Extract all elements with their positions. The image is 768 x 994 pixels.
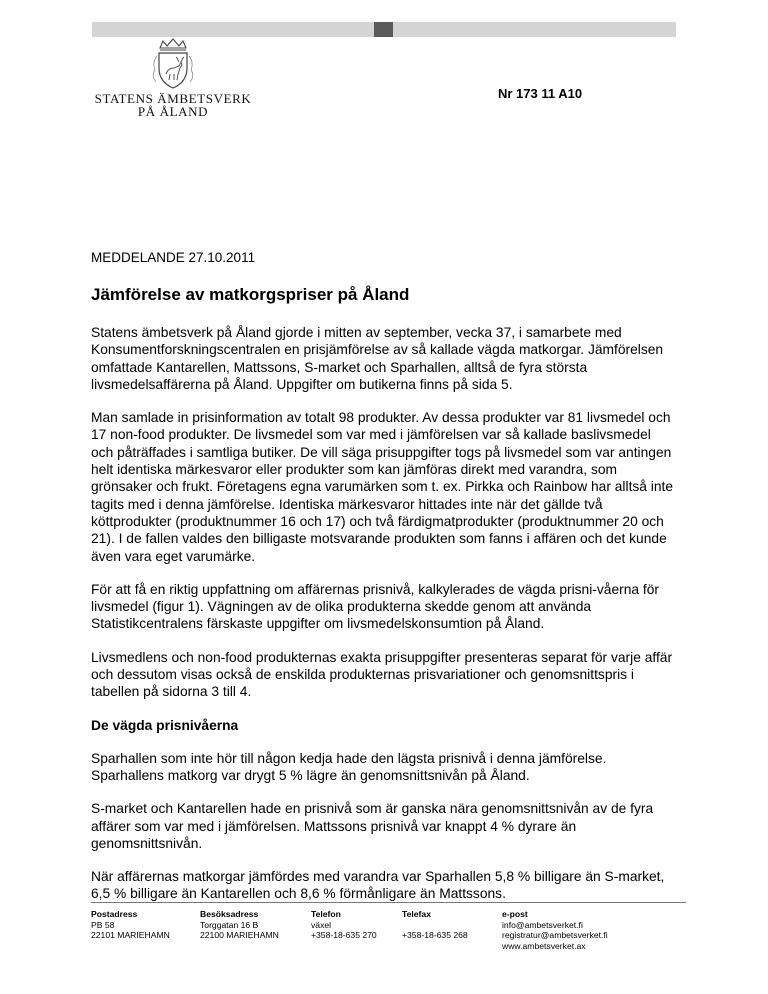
footer-heading: Postadress [91, 909, 138, 919]
footer-line: 22101 MARIEHAMN [91, 930, 170, 941]
footer-heading: Telefon [311, 909, 341, 919]
footer-line: +358-18-635 270 [311, 930, 377, 941]
document-body [91, 250, 676, 919]
paragraph: Man samlade in prisinformation av totalt 98 produkter. Av dessa produkter var 81 livsmedel och 17 non-food produkter. De livsmedel som var med i jämförelsen var så kallade baslivsmedel och påträffades i samtliga butiker. De vill säga prisuppgifter togs på livsmedel som var antingen helt identiska märkesvaror eller produkter som kan jämföras direkt med varandra, som grönsaker och frukt. Företagens egna varumärken som t. ex. Pirkka och Rainbow har alltså inte tagits med i denna jämförelse. Identiska märkesvaror hittades inte när det gällde två köttprodukter (produktnummer 16 och 17) och två färdigmatprodukter (produktnummer 20 och 21). I de fallen valdes den billigaste motsvarande produkten som fanns i affären och det kunde även vara eget varumärke. [91, 410, 674, 564]
header-bar-accent [374, 22, 393, 37]
footer-line: växel [311, 919, 332, 930]
footer-line: PB 58 [91, 919, 115, 930]
section-heading: De vägda prisnivåerna [91, 717, 239, 733]
paragraph: S-market och Kantarellen hade en prisnivå som är ganska nära genomsnittsnivån av de fyra affärer som var med i jämförelsen. Mattssons prisnivå var knappt 4 % dyrare än genomsnittsnivån. [91, 801, 654, 851]
organization-logo [92, 38, 254, 118]
paragraph: Sparhallen som inte hör till någon kedja hade den lägsta prisnivå i denna jämförelse. Sparhallens matkorg var drygt 5 % lägre än genomsnittsnivån på Åland. [91, 750, 607, 783]
footer-line: +358-18-635 268 [402, 930, 468, 941]
footer-website-link[interactable]: www.ambetsverket.ax [502, 940, 586, 951]
footer-telefax [402, 909, 468, 941]
organization-name-line2: PÅ ÅLAND [137, 104, 209, 119]
header-bar-light-right [393, 22, 676, 37]
coat-of-arms-icon [148, 38, 198, 90]
footer-telefon [311, 909, 377, 941]
footer-line [402, 920, 468, 931]
footer-line: Torggatan 16 B [200, 919, 259, 930]
document-title: Jämförelse av matkorgspriser på Åland [91, 285, 410, 304]
paragraph: För att få en riktig uppfattning om affärernas prisnivå, kalkylerades de vägda prisni-våerna för livsmedel (figur 1). Vägningen av de olika produkterna skedde genom att använda Statistikcentralens färskaste uppgifter om livsmedelskonsumtion på Åland. [91, 581, 660, 632]
footer-besoksadress [200, 909, 279, 941]
footer-divider [91, 902, 686, 903]
footer-epost [502, 909, 608, 951]
organization-name-line1: STATENS ÄMBETSVERK [94, 91, 252, 106]
footer-email-link[interactable]: info@ambetsverket.fi [502, 919, 583, 930]
footer-line: 22100 MARIEHAMN [200, 930, 279, 941]
document-number: Nr 173 11 A10 [498, 86, 583, 101]
header-bar-light [92, 22, 374, 37]
footer-heading: e-post [502, 909, 528, 919]
footer-email-link[interactable]: registratur@ambetsverket.fi [502, 930, 608, 941]
release-date: MEDDELANDE 27.10.2011 [91, 250, 256, 265]
paragraph: Statens ämbetsverk på Åland gjorde i mitten av september, vecka 37, i samarbete med Konsumentforskningscentralen en prisjämförelse av så kallade vägda matkorgar. Jämförelsen omfattade Kantarellen, Mattssons, S-market och Sparhallen, alltså de fyra största livsmedelsaffärerna på Åland. Uppgifter om butikerna finns på sida 5. [91, 325, 664, 392]
footer-heading: Telefax [402, 909, 431, 919]
footer-heading: Besöksadress [200, 909, 259, 919]
footer-postadress [91, 909, 170, 941]
paragraph: Livsmedlens och non-food produkternas exakta prisuppgifter presenteras separat för varje affär och dessutom visas också de enskilda produkternas prisvariationer och genomsnittspris i tabellen på sidorna 3 till 4. [91, 649, 673, 700]
paragraph: När affärernas matkorgar jämfördes med varandra var Sparhallen 5,8 % billigare än S-market, 6,5 % billigare än Kantarellen och 8,6 % förmånligare än Mattssons. [91, 869, 665, 902]
